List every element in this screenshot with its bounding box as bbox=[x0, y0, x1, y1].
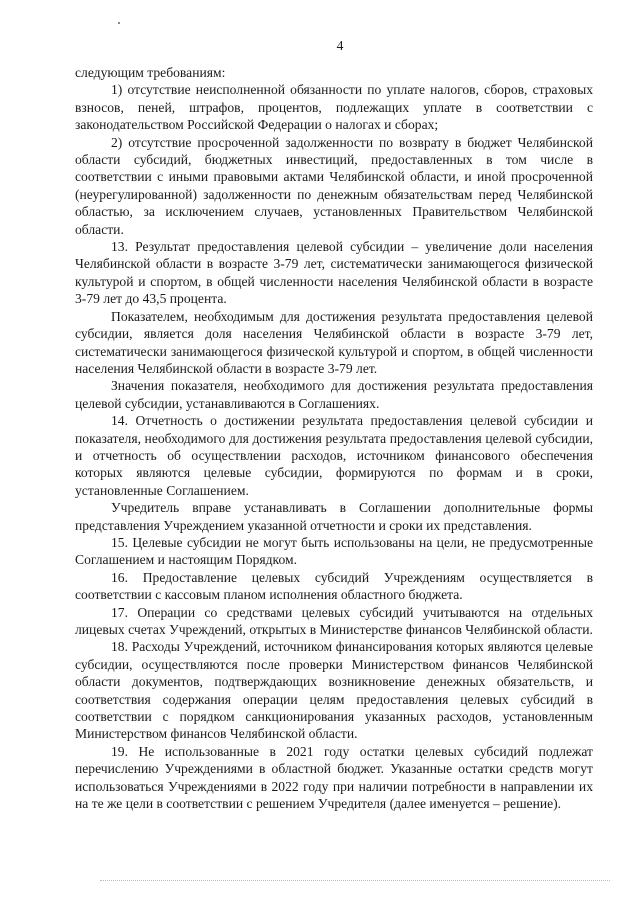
paragraph-section-13: 13. Результат предоставления целевой субсидии – увеличение доли населения Челябинской области в возрасте 3-79 лет, систематически занимающегося физической культурой и спортом, в общей численности населения Челябинской области в возрасте 3-79 лет до 43,5 процента. bbox=[75, 239, 593, 307]
paragraph-item-1: 1) отсутствие неисполненной обязанности по уплате налогов, сборов, страховых взносов, пеней, штрафов, процентов, подлежащих уплате в соответствии с законодательством Российской Федерации о налогах и сборах; bbox=[75, 82, 593, 133]
paragraph-section-16: 16. Предоставление целевых субсидий Учреждениям осуществляется в соответствии с кассовым планом исполнения областного бюджета. bbox=[75, 569, 593, 603]
paragraph-intro: следующим требованиям: bbox=[75, 65, 226, 80]
scan-artifact-line bbox=[100, 880, 610, 881]
scan-artifact-dot bbox=[118, 22, 120, 24]
paragraph-indicator-values: Значения показателя, необходимого для достижения результата предоставления целевой субсидии, устанавливаются в Соглашениях. bbox=[75, 378, 593, 411]
paragraph-section-15: 15. Целевые субсидии не могут быть использованы на цели, не предусмотренные Соглашением и настоящим Порядком. bbox=[75, 534, 593, 568]
paragraph-founder-forms: Учредитель вправе устанавливать в Соглашении дополнительные формы представления Учреждением указанной отчетности и сроки их представления. bbox=[75, 500, 593, 533]
document-body bbox=[75, 64, 593, 812]
paragraph-section-18: 18. Расходы Учреждений, источником финансирования которых являются целевые субсидии, осуществляются после проверки Министерством финансов Челябинской области документов, подтверждающих возникновение денежных обязательств, и соответствия содержания операции целям предоставления целевых субсидий в соответствии с порядком санкционирования указанных расходов, установленным Министерством финансов Челябинской области. bbox=[75, 639, 593, 742]
paragraph-section-19: 19. Не использованные в 2021 году остатки целевых субсидий подлежат перечислению Учреждениями в областной бюджет. Указанные остатки средств могут использоваться Учреждениями в 2022 году при наличии потребности в направлении их на те же цели в соответствии с решением Учредителя (далее именуется – решение). bbox=[75, 743, 593, 812]
paragraph-section-17: 17. Операции со средствами целевых субсидий учитываются на отдельных лицевых счетах Учреждений, открытых в Министерстве финансов Челябинской области. bbox=[75, 604, 593, 637]
paragraph-item-2: 2) отсутствие просроченной задолженности по возврату в бюджет Челябинской области субсидий, бюджетных инвестиций, предоставленных в том числе в соответствии с иными правовыми актами Челябинской области, и иной просроченной (неурегулированной) задолженности по денежным обязательствам перед Челябинской областью, за исключением случаев, установленных Правительством Челябинской области. bbox=[75, 134, 593, 237]
paragraph-indicator: Показателем, необходимым для достижения результата предоставления целевой субсидии, является доля населения Челябинской области в возрасте 3-79 лет, систематически занимающегося физической культурой и спортом, в общей численности населения Челябинской области в возрасте 3-79 лет. bbox=[75, 308, 593, 376]
paragraph-section-14: 14. Отчетность о достижении результата предоставления целевой субсидии и показателя, необходимого для достижения результата предоставления целевой субсидии, и отчетность об осуществлении расходов, источником финансового обеспечения которых являются целевые субсидии, формируются по формам и в сроки, установленные Соглашением. bbox=[75, 413, 593, 498]
page-number: 4 bbox=[336, 38, 344, 53]
